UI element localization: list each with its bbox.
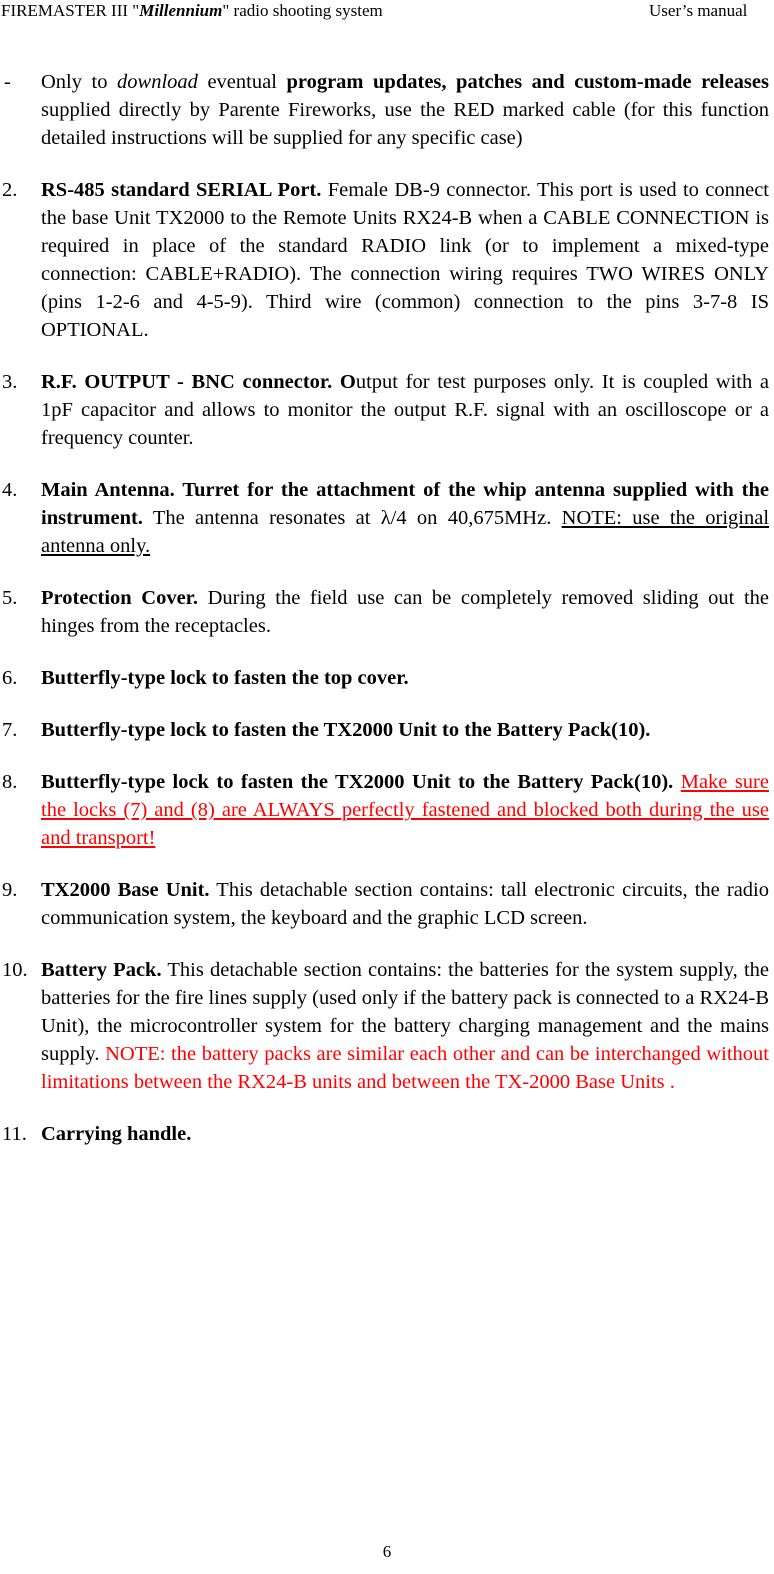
list-marker: 7.: [2, 719, 18, 741]
page-header: [0, 0, 774, 24]
list-item-serial-port: [0, 176, 769, 344]
header-title-emphasis: Millennium: [139, 1, 223, 20]
item-warning: Make sure the locks (7) and (8) are ALWAYS perfectly fastened and blocked both during the use and transport!: [41, 771, 769, 849]
list-item-protection-cover: [0, 584, 769, 640]
item-title: R.F. OUTPUT - BNC connector. O: [41, 371, 356, 393]
document-body: [0, 68, 774, 1172]
item-text: utput for test purposes only. It is coupled with a 1pF capacitor and allows to monitor the output R.F. signal with an oscilloscope or a frequency counter.: [41, 371, 769, 449]
list-marker: 8.: [2, 771, 18, 793]
item-title: Butterfly-type lock to fasten the TX2000 Unit to the Battery Pack(10).: [41, 771, 674, 793]
list-marker: 2.: [2, 179, 18, 201]
item-emphasis: download: [117, 71, 198, 93]
item-title: RS-485 standard SERIAL Port.: [41, 179, 322, 201]
list-item-rf-output: [0, 368, 769, 452]
header-title: [1, 0, 383, 22]
list-item-battery-lock-7: [0, 716, 769, 744]
list-item-main-antenna: [0, 476, 769, 560]
list-item-battery-pack: [0, 956, 769, 1096]
list-item-top-cover-lock: [0, 664, 769, 692]
list-item-base-unit: [0, 876, 769, 932]
item-text: The antenna resonates at λ/4 on 40,675MHz.: [142, 507, 562, 529]
item-note: NOTE: the battery packs are similar each other and can be interchanged without limitations between the RX24-B units and between the TX-2000 Base Units .: [41, 1043, 770, 1093]
list-marker: 6.: [2, 667, 18, 689]
item-title: TX2000 Base Unit.: [41, 879, 210, 901]
header-title-suffix: " radio shooting system: [222, 1, 383, 20]
item-text: eventual: [197, 71, 287, 93]
item-text: Only to: [41, 71, 118, 93]
list-marker: 3.: [2, 371, 18, 393]
header-title-prefix: FIREMASTER III ": [1, 1, 140, 20]
list-item-carrying-handle: [0, 1120, 769, 1148]
item-title: Carrying handle.: [41, 1123, 192, 1145]
item-text: supplied directly by Parente Fireworks, use the RED marked cable (for this function detailed instructions will be supplied for any specific case): [41, 99, 769, 149]
page-number: 6: [382, 1542, 392, 1561]
item-text: This detachable section contains: the batteries for the system supply, the batteries for the fire lines supply (used only if the battery pack is connected to a RX24-B Unit), the microcontroller system for the battery charging management and the mains supply.: [41, 959, 770, 1065]
list-item-download: [0, 68, 769, 152]
item-text: During the field use can be completely removed sliding out the hinges from the receptacles.: [41, 587, 769, 637]
item-title: Battery Pack.: [41, 959, 162, 981]
item-title: Butterfly-type lock to fasten the TX2000 Unit to the Battery Pack(10).: [41, 719, 651, 741]
item-title: program updates, patches and custom-made releases: [286, 71, 769, 93]
list-marker: 4.: [2, 479, 18, 501]
item-title: Butterfly-type lock to fasten the top cover.: [41, 667, 409, 689]
list-item-battery-lock-8: [0, 768, 769, 852]
item-title: Main Antenna. Turret for the attachment of the whip antenna supplied with the instrument.: [41, 479, 769, 529]
list-marker: -: [4, 71, 11, 93]
item-text: Female DB-9 connector. This port is used to connect the base Unit TX2000 to the Remote Units RX24-B when a CABLE CONNECTION is required in place of the standard RADIO link (or to implement a mixed-type connection: CABLE+RADIO). The connection wiring requires TWO WIRES ONLY (pins 1-2-6 and 4-5-9). Third wire (common) connection to the pins 3-7-8 IS OPTIONAL.: [41, 179, 769, 341]
list-marker: 5.: [2, 587, 18, 609]
list-marker: 10.: [2, 959, 28, 981]
item-title: Protection Cover.: [41, 587, 199, 609]
item-note: NOTE: use the original antenna only.: [41, 507, 770, 557]
list-marker: 11.: [2, 1123, 27, 1145]
header-manual-label: User’s manual: [649, 1, 748, 20]
item-text: This detachable section contains: tall electronic circuits, the radio communication system, the keyboard and the graphic LCD screen.: [41, 879, 769, 929]
list-marker: 9.: [2, 879, 18, 901]
